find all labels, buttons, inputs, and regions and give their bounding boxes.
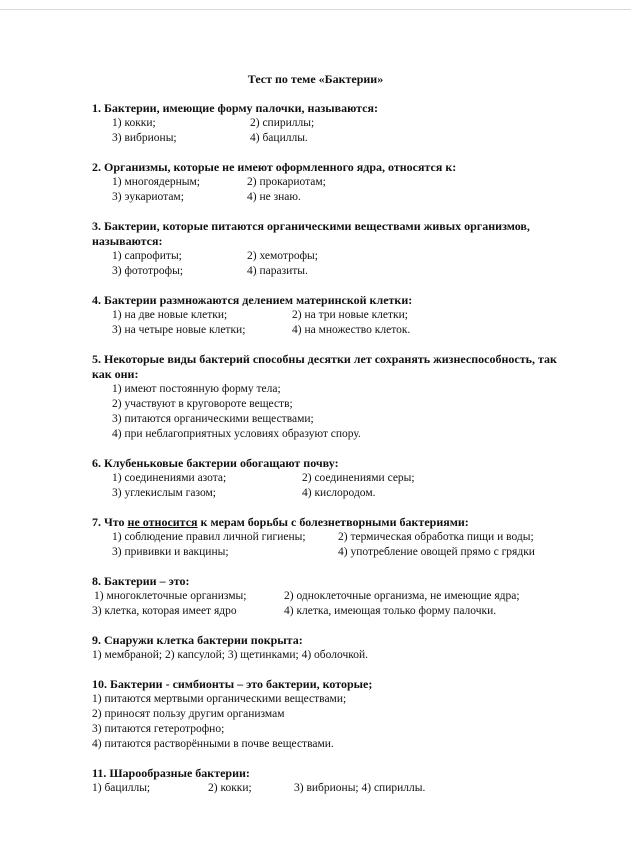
option: 2) одноклеточные организма, не имеющие ядра; [284, 590, 520, 602]
question-title-start: 7. Что [92, 515, 128, 529]
question-title-continued: как они: [92, 367, 139, 381]
option: 4) паразиты. [247, 265, 308, 277]
option: 2) соединениями серы; [302, 472, 415, 484]
question-title: 8. Бактерии – это: [92, 574, 190, 588]
question-title: 2. Организмы, которые не имеют оформленного ядра, относятся к: [92, 160, 457, 174]
option: 4) кислородом. [302, 487, 376, 499]
option: 2) кокки; [208, 782, 252, 794]
option: 1) питаются мертвыми органическими веществами; [92, 693, 347, 705]
option: 4) на множество клеток. [292, 324, 411, 336]
question-title: 9. Снаружи клетка бактерии покрыта: [92, 633, 303, 647]
option: 4) бациллы. [250, 132, 308, 144]
option: 2) термическая обработка пищи и воды; [338, 531, 534, 543]
question-title: 5. Некоторые виды бактерий способны десятки лет сохранять жизнеспособность, так [92, 352, 557, 366]
option: 2) на три новые клетки; [292, 309, 408, 321]
option: 1) бациллы; [92, 782, 151, 794]
question-title-end: к мерам борьбы с болезнетворными бактериями: [197, 515, 469, 529]
option: 2) прокариотам; [247, 176, 326, 188]
option: 2) приносят пользу другим организмам [92, 708, 285, 720]
option: 1) многоклеточные организмы; [94, 590, 247, 602]
option: 2) спириллы; [250, 117, 315, 129]
page-title: Тест по теме «Бактерии» [247, 72, 384, 86]
option: 4) употребление овощей прямо с грядки [338, 546, 535, 558]
question-title: 11. Шарообразные бактерии: [92, 766, 250, 780]
option: 1) многоядерным; [112, 176, 200, 188]
option: 4) не знаю. [247, 191, 301, 203]
option: 4) клетка, имеющая только форму палочки. [284, 605, 497, 617]
question-title: 4. Бактерии размножаются делением материнской клетки: [92, 293, 413, 307]
option: 3) питаются органическими веществами; [112, 413, 314, 425]
option: 1) сапрофиты; [112, 250, 182, 262]
page-top-border [0, 9, 631, 10]
option: 3) углекислым газом; [112, 487, 216, 499]
option-line: 1) мембраной; 2) капсулой; 3) щетинками; 4) оболочкой. [92, 649, 369, 661]
option: 3) вибрионы; [112, 132, 177, 144]
option: 3) эукариотам; [112, 191, 184, 203]
option: 4) при неблагоприятных условиях образуют спору. [112, 428, 361, 440]
question-title-emphasis: не относится [127, 515, 198, 529]
question-title: 3. Бактерии, которые питаются органическими веществами живых организмов, [92, 219, 530, 233]
question-title: 1. Бактерии, имеющие форму палочки, называются: [92, 101, 378, 115]
option: 3) клетка, которая имеет ядро [92, 605, 237, 617]
question-title [92, 515, 469, 530]
option: 1) на две новые клетки; [112, 309, 228, 321]
option: 3) фототрофы; [112, 265, 184, 277]
option: 1) соединениями азота; [112, 472, 227, 484]
option: 2) участвуют в круговороте веществ; [112, 398, 293, 410]
option: 3) вибрионы; 4) спириллы. [294, 782, 426, 794]
option: 3) на четыре новые клетки; [112, 324, 246, 336]
option: 1) имеют постоянную форму тела; [112, 383, 281, 395]
question-title: 6. Клубеньковые бактерии обогащают почву: [92, 456, 339, 470]
question-title-continued: называются: [92, 234, 163, 248]
option: 3) прививки и вакцины; [112, 546, 229, 558]
option: 1) соблюдение правил личной гигиены; [112, 531, 306, 543]
option: 4) питаются растворёнными в почве веществами. [92, 738, 334, 750]
option: 2) хемотрофы; [247, 250, 318, 262]
option: 1) кокки; [112, 117, 156, 129]
question-title: 10. Бактерии - симбионты – это бактерии, которые; [92, 677, 373, 691]
option: 3) питаются гетеротрофно; [92, 723, 225, 735]
